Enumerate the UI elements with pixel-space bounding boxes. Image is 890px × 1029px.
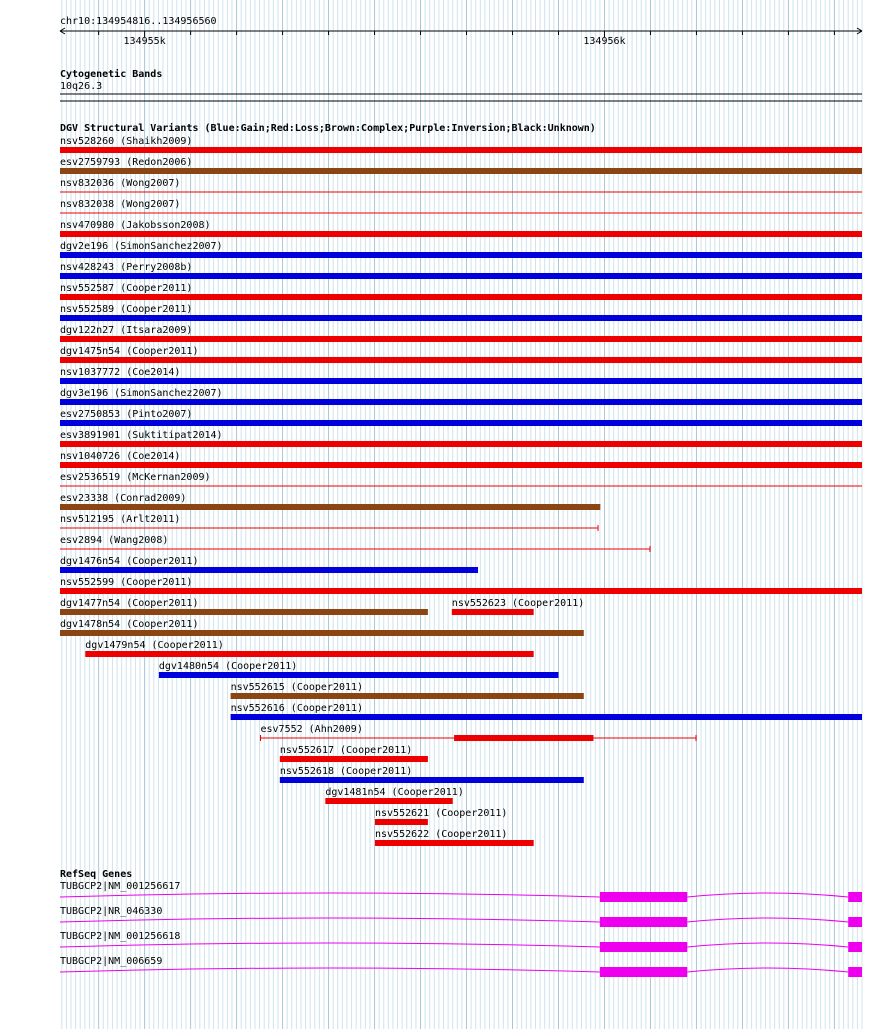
variant-bar	[231, 693, 584, 699]
variant-label: nsv552615 (Cooper2011)	[230, 682, 364, 693]
variant-feature[interactable]	[60, 136, 862, 153]
variant-feature[interactable]	[452, 598, 584, 615]
variant-feature[interactable]	[325, 787, 463, 804]
variant-label: nsv470980 (Jakobsson2008)	[60, 220, 211, 231]
variant-bar	[60, 336, 862, 342]
variant-feature[interactable]	[60, 178, 862, 192]
variant-label: dgv1476n54 (Cooper2011)	[60, 556, 199, 567]
variant-feature[interactable]	[261, 724, 696, 741]
variant-bar	[454, 735, 593, 741]
gene-exon	[600, 917, 687, 927]
variant-bar	[60, 630, 584, 636]
gene-feature[interactable]	[60, 956, 862, 977]
variant-feature[interactable]	[60, 346, 862, 363]
variant-bar	[452, 609, 534, 615]
variant-label: dgv1479n54 (Cooper2011)	[85, 640, 224, 651]
variant-feature[interactable]	[60, 577, 862, 594]
variant-label: dgv3e196 (SimonSanchez2007)	[60, 388, 223, 399]
variant-label: nsv552617 (Cooper2011)	[279, 745, 413, 756]
variant-bar	[280, 777, 584, 783]
variant-label: nsv832038 (Wong2007)	[60, 199, 181, 210]
gene-intron	[60, 893, 600, 897]
variant-label: dgv122n27 (Itsara2009)	[60, 325, 193, 336]
variant-label: nsv552621 (Cooper2011)	[375, 808, 508, 819]
gene-exon	[848, 942, 862, 952]
gene-intron	[60, 918, 600, 922]
variant-bar	[60, 609, 428, 615]
variant-feature[interactable]	[280, 766, 584, 783]
variant-feature[interactable]	[60, 451, 862, 468]
gene-exon	[848, 917, 862, 927]
variant-bar	[60, 231, 862, 237]
gene-feature[interactable]	[60, 881, 862, 902]
variant-feature[interactable]	[280, 745, 428, 762]
refseq-track	[60, 869, 862, 977]
variant-feature[interactable]	[60, 304, 862, 321]
variant-bar	[60, 504, 600, 510]
variant-feature[interactable]	[60, 493, 600, 510]
variant-bar	[60, 168, 862, 174]
variant-feature[interactable]	[60, 220, 862, 237]
variant-feature[interactable]	[60, 325, 862, 342]
gene-intron	[687, 943, 848, 947]
variant-feature[interactable]	[375, 829, 534, 846]
refseq-track-title: RefSeq Genes	[60, 869, 133, 880]
variant-label: nsv552618 (Cooper2011)	[279, 766, 413, 777]
variant-label: dgv1475n54 (Cooper2011)	[60, 346, 199, 357]
variant-feature[interactable]	[60, 430, 862, 447]
variant-feature[interactable]	[60, 598, 428, 615]
variant-feature[interactable]	[60, 157, 862, 174]
gene-intron	[687, 918, 848, 922]
gene-label: TUBGCP2|NM_001256617	[60, 881, 181, 892]
gene-intron	[60, 943, 600, 947]
variant-bar	[60, 357, 862, 363]
variant-bar	[60, 252, 862, 258]
variant-label: nsv552589 (Cooper2011)	[60, 304, 193, 315]
ruler-track	[60, 16, 862, 47]
variant-feature[interactable]	[60, 619, 584, 636]
variant-feature[interactable]	[60, 262, 862, 279]
variant-label: nsv552623 (Cooper2011)	[451, 598, 585, 609]
variant-bar	[60, 315, 862, 321]
variant-label: dgv1480n54 (Cooper2011)	[158, 661, 298, 672]
gene-label: TUBGCP2|NM_006659	[60, 956, 163, 967]
variant-label: nsv1040726 (Coe2014)	[60, 451, 181, 462]
gene-exon	[600, 892, 687, 902]
variant-bar	[60, 399, 862, 405]
gene-label: TUBGCP2|NM_001256618	[60, 931, 181, 942]
variant-label: dgv2e196 (SimonSanchez2007)	[60, 241, 223, 252]
gene-exon	[848, 967, 862, 977]
variant-bar	[375, 840, 534, 846]
variant-feature[interactable]	[231, 703, 862, 720]
variant-label: dgv1477n54 (Cooper2011)	[60, 598, 199, 609]
variant-bar	[60, 567, 478, 573]
variant-bar	[60, 588, 862, 594]
variant-label: esv23338 (Conrad2009)	[60, 493, 187, 504]
variant-feature[interactable]	[375, 808, 507, 825]
gene-intron	[687, 968, 848, 972]
gene-exon	[600, 967, 687, 977]
dgv-track	[60, 122, 862, 846]
variant-label: nsv552599 (Cooper2011)	[60, 577, 193, 588]
variant-label: esv2536519 (McKernan2009)	[60, 472, 211, 483]
variant-bar	[85, 651, 533, 657]
cytoband-track-title: Cytogenetic Bands	[60, 69, 163, 80]
gene-intron	[687, 893, 848, 897]
variant-label: nsv428243 (Perry2008b)	[60, 262, 193, 273]
gene-feature[interactable]	[60, 906, 862, 927]
variant-label: nsv528260 (Shaikh2009)	[60, 136, 193, 147]
variant-feature[interactable]	[60, 199, 862, 213]
variant-label: esv7552 (Ahn2009)	[260, 724, 363, 735]
variant-label: nsv552587 (Cooper2011)	[60, 283, 193, 294]
variant-feature[interactable]	[60, 472, 862, 486]
variant-feature[interactable]	[60, 367, 862, 384]
variant-label: dgv1481n54 (Cooper2011)	[325, 787, 464, 798]
variant-bar	[325, 798, 452, 804]
variant-bar	[60, 441, 862, 447]
ruler-tick-label: 134955k	[123, 36, 166, 47]
variant-feature[interactable]	[60, 535, 650, 552]
gene-intron	[60, 968, 600, 972]
refseq-features	[60, 881, 862, 977]
variant-label: nsv512195 (Arlt2011)	[60, 514, 181, 525]
variant-label: nsv552622 (Cooper2011)	[375, 829, 508, 840]
dgv-track-title: DGV Structural Variants (Blue:Gain;Red:Loss;Brown:Complex;Purple:Inversion;Black:Unknown)	[60, 123, 596, 134]
variant-label: esv2750853 (Pinto2007)	[60, 409, 193, 420]
variant-label: nsv1037772 (Coe2014)	[60, 367, 181, 378]
variant-bar	[60, 462, 862, 468]
gene-feature[interactable]	[60, 931, 862, 952]
ruler-tick-label: 134956k	[583, 36, 626, 47]
variant-bar	[60, 420, 862, 426]
variant-feature[interactable]	[60, 388, 862, 405]
variant-feature[interactable]	[60, 241, 862, 258]
variant-label: nsv552616 (Cooper2011)	[230, 703, 364, 714]
variant-label: nsv832036 (Wong2007)	[60, 178, 181, 189]
variant-feature[interactable]	[60, 283, 862, 300]
variant-bar	[280, 756, 428, 762]
dgv-features	[60, 136, 862, 846]
variant-feature[interactable]	[60, 409, 862, 426]
variant-label: esv2759793 (Redon2006)	[60, 157, 193, 168]
coordinate-label: chr10:134954816..134956560	[60, 16, 217, 27]
variant-bar	[375, 819, 428, 825]
variant-bar	[60, 147, 862, 153]
variant-label: esv3891901 (Suktitipat2014)	[60, 430, 223, 441]
variant-label: dgv1478n54 (Cooper2011)	[60, 619, 199, 630]
gene-exon	[600, 942, 687, 952]
gene-exon	[848, 892, 862, 902]
variant-label: esv2894 (Wang2008)	[60, 535, 169, 546]
cytogenetic-bands-track	[60, 68, 862, 101]
background-grid	[62, 0, 862, 1029]
cytoband-label: 10q26.3	[60, 81, 103, 92]
variant-bar	[60, 294, 862, 300]
variant-bar	[60, 273, 862, 279]
variant-bar	[159, 672, 559, 678]
variant-bar	[231, 714, 862, 720]
gene-label: TUBGCP2|NR_046330	[60, 906, 163, 917]
variant-bar	[60, 378, 862, 384]
